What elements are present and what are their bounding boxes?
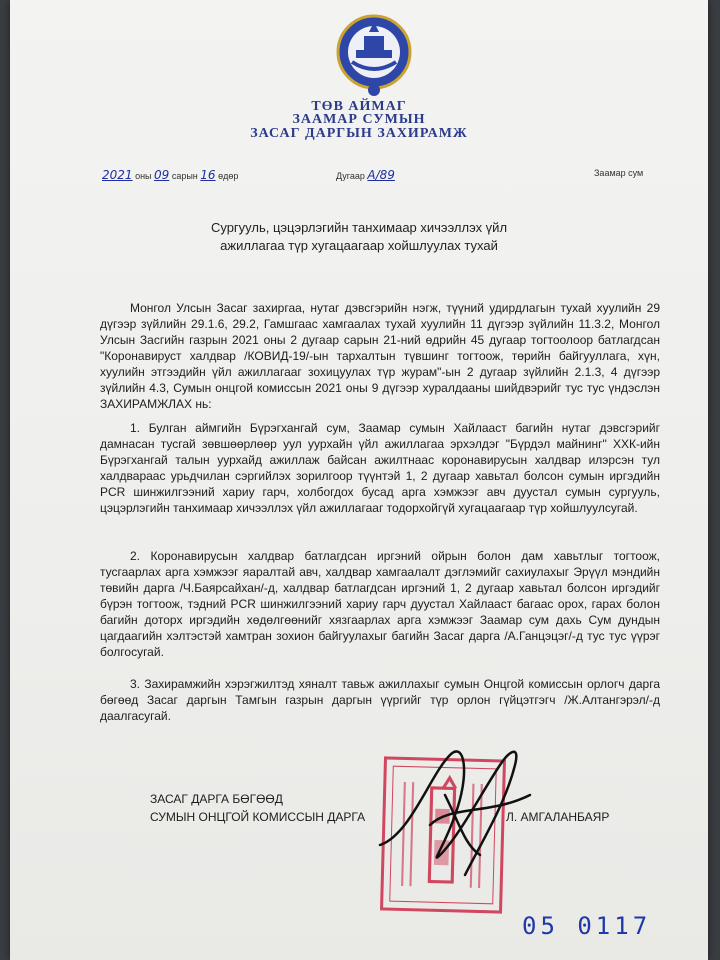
aimag-name: ТӨВ АЙМАГ (311, 99, 407, 114)
date-month-suffix: сарын (171, 171, 198, 181)
document-page (10, 0, 708, 960)
document-title-line-1: Сургууль, цэцэрлэгийн танхимаар хичээллэх үйл (210, 220, 508, 235)
document-place: Заамар сум (594, 168, 644, 178)
soum-name: ЗААМАР СУМЫН (292, 112, 426, 127)
number-line (336, 168, 395, 182)
order-item-3: 3. Захирамжийн хэрэгжилтэд хяналт тавьж ажиллахыг сумын Онцгой комиссын орлогч дарга бөгөөд Засаг даргын Тамгын газрын даргын үүргийг түр орлон гүйцэтгэгч /Ж.Алтангэрэл/-д даалгасугай. (100, 677, 660, 723)
document-title-line-2: ажиллагаа түр хугацаагаар хойшлуулах тухай (220, 238, 498, 253)
number-label: Дугаар (336, 171, 365, 181)
signatory-title-line-2: СУМЫН ОНЦГОЙ КОМИССЫН ДАРГА (150, 810, 366, 824)
signatory-title-line-1: ЗАСАГ ДАРГА БӨГӨӨД (150, 792, 283, 806)
state-emblem-icon (334, 12, 414, 98)
date-month: 09 (154, 168, 170, 182)
preamble-paragraph: Монгол Улсын Засаг захиргаа, нутаг дэвсгэрийн нэгж, түүний удирдлагын тухай хуулийн 29 дүгээр зүйлийн 29.1.6, 29.2, Гамшгаас хамгаалах тухай хуулийн 11 дүгээр зүйлийн 11.3.2, Монгол Улсын Засгийн газрын 2021 оны 2 дугаар сарын 21-ний өдрийн 45 дугаар тогтоолоор батлагдсан "Коронавируст халдвар /КОВИД-19/-ын тархалтын түвшинг тогтоож, төрийн байгууллага, хүн, хуулийн этгээдийн үйл ажиллагааг зохицуулах түр журам"-ын 2 дугаар зүйлийн 2.1.3, 4 дүгээр зүйлийн 4.3, Сумын онцгой комиссын 2021 оны 9 дүгээр хуралдааны шийдвэрийг тус тус үндэслэн ЗАХИРАМЖЛАХ нь: (100, 301, 660, 411)
date-day-suffix: өдөр (218, 171, 239, 181)
serial-number: 05 0117 (522, 912, 652, 940)
order-item-2: 2. Коронавирусын халдвар батлагдсан иргэний ойрын болон дам хавьтлыг тогтоож, тусгаарлах арга хэмжээг яаралтай авч, халдвар хамгаалалт дэглэмийг сахиулахыг Эрүүл мэндийн төвийн дарга /Ч.Баярсайхан/-д, халдвар батлагдсан иргэний 1, 2 дугаар хавьтал болсон иргэдийг бүрэн тогтоож, тэдний PCR шинжилгээний хариу гарч дуустал Хайлааст багаас орох, гарах болон багийн доторх иргэдийн хөдөлгөөнийг хязгаарлах арга хэмжээг Заамар сум дахь Сум дундын цагдаагийн хэлтэстэй хамтран зохион байгуулахыг багийн Засаг дарга /А.Ганцэцэг/-д тус тус үүрэг болгосугай. (100, 549, 660, 659)
document-type: ЗАСАГ ДАРГЫН ЗАХИРАМЖ (250, 126, 468, 141)
date-year: 2021 (102, 168, 133, 182)
order-item-1: 1. Булган аймгийн Бүрэгхангай сум, Заамар сумын Хайлааст багийн нутаг дэвсгэрийг дамнасан тусгай зөвшөөрлөөр уул уурхайн үйл ажиллагаа эрхэлдэг "Бүрдэл майнинг" ХХК-ийн Бүрэгхангай талын уурхайд ажиллаж байсан ажилтнаас коронавирусын халдвар илэрсэн тул халдвараас урьдчилан сэргийлэх зорилгоор түүнтэй 1, 2 дугаар хавьтал болсон сумын иргэдийн PCR шинжилгээний хариу гарч, холбогдох бусад арга хэмжээг авч дуустал сумын сургууль, цэцэрлэгийн танхимаар хичээллэх үйл ажиллагааг тодорхойгүй хугацаагаар түр хойшлуулсугай. (100, 421, 660, 515)
signatory-name: Л. АМГАЛАНБАЯР (506, 810, 610, 824)
date-year-suffix: оны (135, 171, 152, 181)
date-line (102, 168, 238, 182)
document-number: А/89 (367, 168, 395, 182)
date-day: 16 (200, 168, 216, 182)
